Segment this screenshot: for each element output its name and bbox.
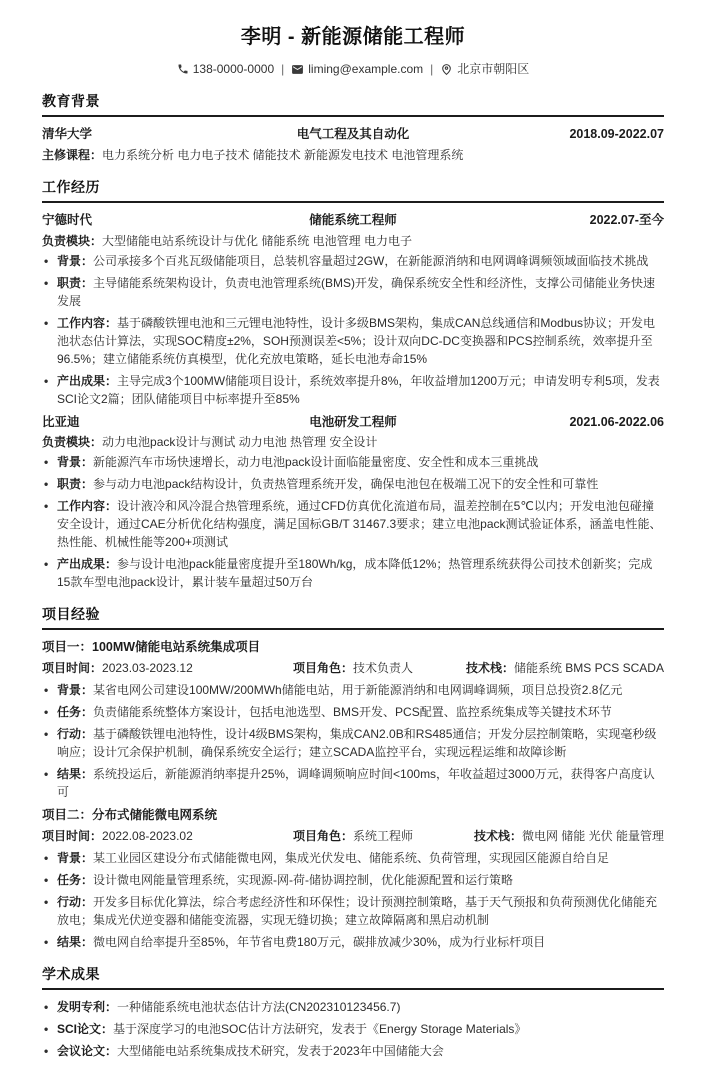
bullet-item	[42, 497, 664, 551]
bullet-text: 微电网自给率提升至85%，年节省电费180万元，碳排放减少30%，成为行业标杆项目	[93, 934, 546, 949]
bullet-icon: •	[44, 767, 49, 781]
bullet-item	[42, 681, 664, 699]
project-time	[42, 659, 193, 677]
bullet-label: 发明专利：	[57, 999, 118, 1014]
courses-line	[42, 146, 664, 164]
bullet-text: 某工业园区建设分布式储能微电网，集成光伏发电、储能系统、负荷管理，实现园区能源自给自足	[93, 850, 610, 865]
bullet-item	[42, 893, 664, 929]
bullet-icon: •	[44, 727, 49, 741]
project-time-value: 2022.08-2023.02	[102, 828, 193, 843]
email-icon	[291, 63, 304, 76]
section-education	[42, 91, 664, 164]
project-meta-row	[42, 827, 664, 845]
bullet-text: 新能源汽车市场快速增长，动力电池pack设计面临能量密度、安全性和成本三重挑战	[93, 455, 539, 470]
project-name: 项目二：分布式储能微电网系统	[42, 808, 218, 822]
project-time-value: 2023.03-2023.12	[102, 661, 193, 675]
bullet-item	[42, 252, 664, 270]
bullet-text: 主导储能系统架构设计，负责电池管理系统(BMS)开发，确保系统安全性和经济性，支撑公司储能业务快速发展	[57, 275, 656, 308]
bullet-label: 产出成果：	[57, 373, 118, 388]
company-name: 宁德时代	[42, 212, 93, 227]
major-name: 电气工程及其自动化	[296, 127, 410, 141]
job-period: 2022.07-至今	[589, 212, 664, 227]
job-period: 2021.06-2022.06	[569, 414, 664, 429]
bullet-text: 参与设计电池pack能量密度提升至180Wh/kg，成本降低12%；热管理系统获得公司技术创新奖；完成15款车型电池pack设计，累计装车量超过50万台	[57, 557, 653, 590]
bullet-icon: •	[44, 499, 49, 514]
education-period: 2018.09-2022.07	[569, 127, 664, 141]
section-experience	[42, 177, 664, 592]
bullet-item	[42, 765, 664, 801]
contact-line	[42, 60, 664, 78]
education-row	[42, 125, 664, 144]
project-stack-value: 微电网 储能 光伏 能量管理	[521, 828, 664, 843]
bullet-item	[42, 871, 664, 889]
project-name: 项目一：100MW储能电站系统集成项目	[42, 640, 261, 655]
module-text: 大型储能电站系统设计与优化 储能系统 电池管理 电力电子	[102, 233, 413, 248]
job-header-row	[42, 413, 664, 432]
bullet-icon: •	[44, 373, 49, 388]
section-title-projects: 项目经验	[42, 604, 664, 630]
company-name: 比亚迪	[42, 414, 80, 429]
job-entry-2	[42, 413, 664, 592]
contact-location: 北京市朝阳区	[457, 62, 530, 76]
bullet-item	[42, 314, 664, 368]
project-stack-label: 技术栈：	[473, 828, 522, 843]
project-role-value: 系统工程师	[352, 828, 413, 843]
bullet-icon: •	[44, 850, 49, 865]
bullet-item	[42, 453, 664, 471]
project-time	[42, 827, 193, 845]
bullet-label: 背景：	[57, 850, 94, 865]
section-title-academic: 学术成果	[42, 964, 664, 990]
bullet-text: 开发多目标优化算法，综合考虑经济性和环保性；设计预测控制策略，基于天气预报和负荷预测优化储能充放电；集成光伏逆变器和储能变流器，实现无缝切换；建立故障隔离和黑启动机制	[57, 894, 658, 927]
bullet-icon: •	[44, 1043, 49, 1058]
contact-email: liming@example.com	[308, 62, 424, 76]
module-text: 动力电池pack设计与测试 动力电池 热管理 安全设计	[102, 435, 378, 450]
job-role: 储能系统工程师	[309, 212, 397, 227]
job-role: 电池研发工程师	[309, 414, 397, 429]
module-line	[42, 433, 664, 451]
bullet-item	[42, 1042, 664, 1060]
module-line	[42, 232, 664, 250]
project-stack	[474, 827, 664, 845]
bullet-label: 结果：	[57, 934, 94, 949]
bullet-label: 产出成果：	[57, 557, 118, 572]
bullet-icon: •	[44, 934, 49, 949]
project-meta-row	[42, 659, 664, 677]
bullet-text: 一种储能系统电池状态估计方法(CN202310123456.7)	[117, 999, 401, 1014]
bullet-text: 系统投运后，新能源消纳率提升25%，调峰调频响应时间<100ms，年收益超过3000万元，获得客户高度认可	[57, 767, 655, 799]
project-stack-value: 储能系统 BMS PCS SCADA	[513, 661, 664, 675]
project-entry-1	[42, 638, 664, 801]
bullet-label: 任务：	[57, 872, 94, 887]
school-name: 清华大学	[42, 127, 93, 141]
contact-separator: |	[281, 62, 285, 76]
bullet-label: 行动：	[57, 894, 94, 909]
bullet-item	[42, 372, 664, 408]
project-stack-label: 技术栈：	[465, 661, 514, 675]
contact-separator: |	[430, 62, 434, 76]
courses-label: 主修课程：	[42, 147, 103, 162]
bullet-label: 背景：	[57, 455, 94, 470]
bullet-icon: •	[44, 275, 49, 290]
bullet-icon: •	[44, 477, 49, 492]
phone-icon	[177, 63, 189, 75]
bullet-icon: •	[44, 253, 49, 268]
project-entry-2	[42, 806, 664, 951]
project-time-label: 项目时间：	[42, 828, 103, 843]
bullet-text: 基于磷酸铁锂电池和三元锂电池特性，设计多级BMS架构，集成CAN总线通信和Modbus协议；开发电池状态估计算法，实现SOC精度±2%，SOH预测误差<5%；设计双向DC-DC变换器和PCS控制系统，效率提升至96.5%；建立储能系统仿真模型，优化充放电策略，延长电池寿命15%	[57, 315, 656, 366]
bullet-icon: •	[44, 315, 49, 330]
bullet-item	[42, 933, 664, 951]
bullet-icon: •	[44, 872, 49, 887]
section-title-experience: 工作经历	[42, 177, 664, 203]
bullet-text: 某省电网公司建设100MW/200MWh储能电站，用于新能源消纳和电网调峰调频，项目总投资2.8亿元	[93, 683, 623, 697]
bullet-item	[42, 555, 664, 591]
project-role-label: 项目角色：	[292, 828, 353, 843]
bullet-icon: •	[44, 894, 49, 909]
location-pin-icon	[440, 63, 453, 76]
bullet-label: 任务：	[57, 705, 94, 719]
bullet-label: SCI论文：	[57, 1021, 114, 1036]
bullet-icon: •	[44, 455, 49, 470]
bullet-item	[42, 725, 664, 761]
bullet-label: 背景：	[57, 683, 94, 697]
bullet-text: 大型储能电站系统集成技术研究，发表于2023年中国储能大会	[117, 1043, 444, 1058]
bullet-label: 工作内容：	[57, 315, 118, 330]
bullet-text: 公司承接多个百兆瓦级储能项目，总装机容量超过2GW，在新能源消纳和电网调峰调频领域面临技术挑战	[93, 253, 649, 268]
bullet-label: 背景：	[57, 253, 94, 268]
bullet-item	[42, 274, 664, 310]
bullet-text: 设计微电网能量管理系统，实现源-网-荷-储协调控制，优化能源配置和运行策略	[93, 872, 514, 887]
bullet-label: 工作内容：	[57, 499, 118, 514]
bullet-icon: •	[44, 1021, 49, 1036]
project-role-value: 技术负责人	[352, 661, 413, 675]
page-title: 李明 - 新能源储能工程师	[240, 26, 466, 48]
bullet-text: 设计液冷和风冷混合热管理系统，通过CFD仿真优化流道布局，温差控制在5℃以内；开发电池包碰撞安全设计，通过CAE分析优化结构强度，满足国标GB/T 31467.3要求；建立电池pack测试验证体系，涵盖电性能、热性能、机械性能等200+项测试	[57, 499, 662, 550]
section-projects	[42, 604, 664, 951]
courses-text: 电力系统分析 电力电子技术 储能技术 新能源发电技术 电池管理系统	[102, 147, 464, 162]
bullet-item	[42, 1020, 664, 1038]
bullet-icon: •	[44, 683, 49, 697]
bullet-text: 基于深度学习的电池SOC估计方法研究，发表于《Energy Storage Materials》	[113, 1021, 527, 1036]
project-time-label: 项目时间：	[42, 661, 103, 675]
bullet-label: 会议论文：	[57, 1043, 118, 1058]
section-title-education: 教育背景	[42, 91, 664, 117]
module-label: 负责模块：	[42, 233, 103, 248]
bullet-icon: •	[44, 705, 49, 719]
project-role	[293, 827, 413, 845]
bullet-label: 行动：	[57, 727, 94, 741]
bullet-text: 负责储能系统整体方案设计，包括电池选型、BMS开发、PCS配置、监控系统集成等关键技术环节	[93, 705, 612, 719]
job-entry-1	[42, 211, 664, 408]
bullet-item	[42, 703, 664, 721]
bullet-text: 参与动力电池pack结构设计，负责热管理系统开发，确保电池包在极端工况下的安全性和可靠性	[93, 477, 599, 492]
job-header-row	[42, 211, 664, 230]
project-stack	[466, 659, 664, 677]
contact-phone: 138-0000-0000	[192, 62, 275, 76]
bullet-label: 职责：	[57, 275, 94, 290]
bullet-item	[42, 849, 664, 867]
bullet-icon: •	[44, 999, 49, 1014]
bullet-icon: •	[44, 557, 49, 572]
bullet-item	[42, 998, 664, 1016]
section-academic	[42, 964, 664, 1060]
module-label: 负责模块：	[42, 435, 103, 450]
bullet-text: 基于磷酸铁锂电池特性，设计4级BMS架构，集成CAN2.0B和RS485通信；开发分层控制策略，实现毫秒级响应；设计冗余保护机制，确保系统安全运行；建立SCADA监控平台，实现远程运维和故障诊断	[57, 727, 657, 759]
project-role	[293, 659, 413, 677]
bullet-label: 职责：	[57, 477, 94, 492]
project-role-label: 项目角色：	[292, 661, 353, 675]
bullet-label: 结果：	[57, 767, 94, 781]
bullet-text: 主导完成3个100MW储能项目设计，系统效率提升8%，年收益增加1200万元；申请发明专利5项，发表SCI论文2篇；团队储能项目中标率提升至85%	[57, 373, 660, 406]
bullet-item	[42, 475, 664, 493]
